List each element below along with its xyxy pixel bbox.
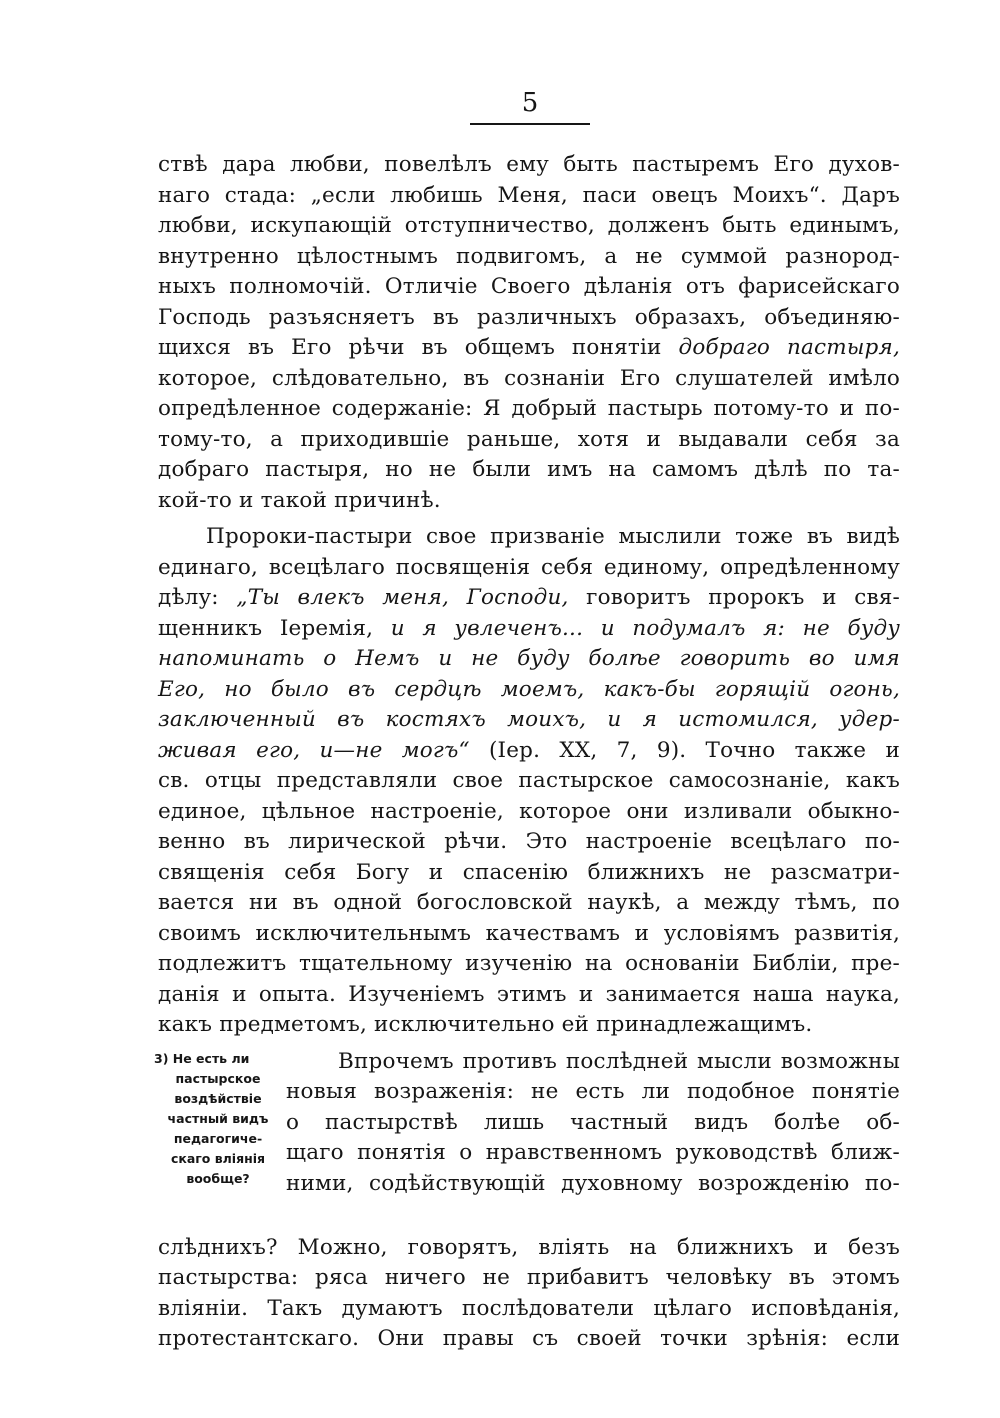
text-line: венно въ лирической рѣчи. Это настроеніе всецѣлаго по- bbox=[158, 829, 900, 854]
text-line: новыя возраженія: не есть ли подобное понятіе bbox=[286, 1079, 900, 1104]
italic-quote: напоминать о Немъ и не буду болѣе говорить во имя bbox=[158, 646, 900, 671]
text-line: ствѣ дара любви, повелѣлъ ему быть пастыремъ Его духов- bbox=[158, 152, 900, 177]
italic-quote: „Ты влекъ меня, Господи, bbox=[236, 585, 569, 610]
text-line: слѣднихъ? Можно, говорятъ, вліять на ближнихъ и безъ bbox=[158, 1234, 900, 1260]
text-span: (Іер. XX, 7, 9). Точно также и bbox=[469, 737, 900, 763]
page-number-rule bbox=[470, 123, 590, 125]
italic-quote: Его, но было въ сердцѣ моемъ, какъ-бы горящій огонь, bbox=[158, 676, 900, 702]
paragraph-2 bbox=[158, 522, 900, 1041]
text-line: священія себя Богу и спасенію ближнихъ не разсматри- bbox=[158, 859, 900, 885]
text-line bbox=[158, 583, 900, 614]
text-span: щенникъ Іеремія, bbox=[158, 615, 391, 641]
page-number: 5 bbox=[521, 88, 539, 118]
italic-phrase: добраго пастыря, bbox=[678, 335, 900, 360]
text-line bbox=[158, 614, 900, 645]
text-line: ныхъ полномочій. Отличіе Своего дѣланія отъ фарисейскаго bbox=[158, 274, 900, 299]
text-line: единое, цѣльное настроеніе, которое они изливали обыкно- bbox=[158, 798, 900, 824]
italic-quote: и я увлеченъ... и подумалъ я: не буду bbox=[390, 615, 900, 641]
paragraph-3-with-margin-note bbox=[154, 1047, 900, 1233]
text-line: подлежитъ тщательному изученію на основаніи Библіи, пре- bbox=[158, 951, 900, 976]
text-line: наго стада: „если любишь Меня, паси овецъ Моихъ“. Даръ bbox=[158, 182, 900, 208]
text-line: единаго, всецѣлаго посвященія себя единому, опредѣленному bbox=[158, 554, 900, 580]
text-line: протестантскаго. Они правы съ своей точки зрѣнія: если bbox=[158, 1326, 900, 1351]
text-line bbox=[158, 333, 900, 364]
text-line: Впрочемъ противъ послѣдней мысли возможны bbox=[338, 1048, 900, 1074]
text-line: тому-то, а приходившіе раньше, хотя и выдавали себя за bbox=[158, 426, 900, 452]
text-line: о пастырствѣ лишь частный видъ болѣе об- bbox=[286, 1109, 900, 1135]
text-line: св. отцы представляли свое пастырское самосознаніе, какъ bbox=[158, 768, 900, 793]
text-line: данія и опыта. Изученіемъ этимъ и занимается наша наука, bbox=[158, 981, 900, 1007]
margin-note-line: пастырское bbox=[175, 1070, 261, 1086]
text-line: вліяніи. Такъ думаютъ послѣдователи цѣлаго исповѣданія, bbox=[158, 1295, 900, 1321]
paragraph-1 bbox=[158, 150, 900, 516]
text-line: вается ни въ одной богословской наукѣ, а между тѣмъ, по bbox=[158, 890, 900, 915]
text-line: щаго понятія о нравственномъ руководствѣ ближ- bbox=[286, 1140, 900, 1165]
italic-quote: заключенный въ костяхъ моихъ, и я истомился, удер- bbox=[158, 707, 900, 732]
margin-note bbox=[154, 1049, 282, 1189]
text-span: говоритъ пророкъ и свя- bbox=[568, 585, 900, 610]
text-line: добраго пастыря, но не были имъ на самомъ дѣлѣ по та- bbox=[158, 457, 900, 482]
text-span: щихся въ Его рѣчи въ общемъ понятіи bbox=[158, 335, 679, 360]
text-line: Пророки-пастыри свое призваніе мыслили тоже въ видѣ bbox=[206, 524, 900, 549]
text-line: своимъ исключительнымъ качествамъ и условіямъ развитія, bbox=[158, 920, 900, 946]
text-line: Господь разъясняетъ въ различныхъ образахъ, объединяю- bbox=[158, 304, 900, 330]
text-line bbox=[158, 644, 900, 675]
text-line: которое, слѣдовательно, въ сознаніи Его слушателей имѣло bbox=[158, 365, 900, 391]
text-line: пастырства: ряса ничего не прибавитъ человѣку въ этомъ bbox=[158, 1265, 900, 1290]
margin-note-line: частный видъ bbox=[167, 1110, 269, 1126]
text-line: опредѣленное содержаніе: Я добрый пастырь потому-то и по- bbox=[158, 396, 900, 421]
text-line bbox=[158, 675, 900, 706]
paragraph-3-start bbox=[286, 1047, 900, 1200]
margin-note-line: воздѣйствіе bbox=[174, 1090, 262, 1106]
text-line bbox=[158, 705, 900, 736]
margin-note-line: 3) Не есть ли bbox=[154, 1050, 250, 1066]
text-span: дѣлу: bbox=[158, 585, 237, 610]
margin-note-line: скаго вліянія bbox=[170, 1150, 266, 1166]
body-text bbox=[154, 150, 900, 1355]
paragraph-3-continued bbox=[158, 1233, 900, 1355]
text-line: внутренно цѣлостнымъ подвигомъ, а не суммой разнород- bbox=[158, 243, 900, 269]
margin-note-line: педагогиче- bbox=[173, 1130, 263, 1146]
text-line: ними, содѣйствующій духовному возрожденію по- bbox=[286, 1170, 900, 1196]
italic-quote: живая его, и—не могъ“ bbox=[158, 737, 470, 763]
margin-note-line: вообще? bbox=[186, 1170, 250, 1186]
text-line: какъ предметомъ, исключительно ей принадлежащимъ. bbox=[158, 1012, 813, 1037]
text-line: кой-то и такой причинѣ. bbox=[158, 487, 441, 513]
text-line: любви, искупающій отступничество, долженъ быть единымъ, bbox=[158, 213, 900, 238]
text-line bbox=[158, 736, 900, 767]
